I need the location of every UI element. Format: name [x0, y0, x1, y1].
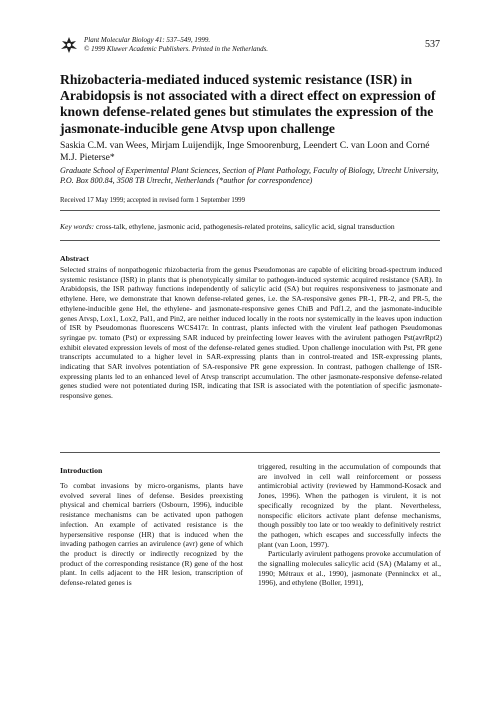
keywords-text: cross-talk, ethylene, jasmonic acid, pathogenesis-related proteins, salicylic acid, signal transduction [95, 222, 395, 231]
journal-citation [84, 36, 268, 53]
intro-paragraph-1: To combat invasions by micro-organisms, plants have evolved several lines of defense. Besides preexisting physical and chemical barriers (Osbourn, 1996), inducible resistance mechanisms can be activated upon pathogen infection. An example of activated resistance is the hypersensitive response (HR) that is induced when the invading pathogen carries an avirulence (avr) gene of which the product is directly or indirectly recognized by the product of the corresponding resistance (R) gene of the host plant. In cells adjacent to the HR lesion, transcription of defense-related genes is [60, 481, 243, 588]
page-number: 537 [425, 39, 440, 50]
abstract-heading: Abstract [60, 254, 90, 263]
journal-header [60, 36, 440, 58]
divider-top [60, 210, 440, 211]
paper-title: Rhizobacteria-mediated induced systemic resistance (ISR) in Arabidopsis is not associated with a direct effect on expression of known defense-related genes but stimulates the expression of the jasmonate-inducible gene Atvsp upon challenge [60, 72, 436, 136]
journal-line-2: © 1999 Kluwer Academic Publishers. Printed in the Netherlands. [84, 44, 269, 53]
author-list: Saskia C.M. van Wees, Mirjam Luijendijk, Inge Smoorenburg, Leendert C. van Loon and Corné M.J. Pieterse* [60, 140, 430, 163]
received-dates: Received 17 May 1999; accepted in revised form 1 September 1999 [60, 197, 245, 204]
affiliation: Graduate School of Experimental Plant Sciences, Section of Plant Pathology, Faculty of Biology, Utrecht University, P.O. Box 800.84, 3508 TB Utrecht, Netherlands (*author for correspondence) [60, 166, 439, 186]
body-column-right [258, 462, 441, 588]
keywords-label: Key words: [60, 222, 95, 231]
intro-paragraph-1-continued: triggered, resulting in the accumulation of compounds that are involved in cell wall reinforcement or possess antimicrobial activity (reviewed by Hammond-Kosack and Jones, 1996). When the pathogen is virulent, it is not specifically recognized by the plant. Nevertheless, nonspecific elicitors activate plant defense mechanisms, though possibly too late or too weakly to definitively restrict the pathogen, which escapes and successfully infects the plant (van Loon, 1997). [258, 462, 441, 549]
body-column-left [60, 481, 243, 588]
divider-bottom [60, 452, 440, 453]
abstract-text: Selected strains of nonpathogenic rhizobacteria from the genus Pseudomonas are capable of eliciting broad-spectrum induced systemic resistance (ISR) in plants that is phenotypically similar to pathogen-induced systemic acquired resistance (SAR). In Arabidopsis, the ISR pathway functions independently of salicylic acid (SA) but requires responsiveness to jasmonate and ethylene. Here, we demonstrate that known defense-related genes, i.e. the SA-responsive genes PR-1, PR-2, and PR-5, the ethylene-inducible gene Hel, the ethylene- and jasmonate-responsive genes ChiB and Pdf1.2, and the jasmonate-inducible genes Atvsp, Lox1, Lox2, Pal1, and Pin2, are neither induced locally in the roots nor systemically in the leaves upon induction of ISR by Pseudomonas fluorescens WCS417r. In contrast, plants infected with the virulent leaf pathogen Pseudomonas syringae pv. tomato (Pst) or expressing SAR induced by preinfecting lower leaves with the avirulent pathogen Pst(avrRpt2) exhibit elevated expression levels of most of the defense-related genes studied. Upon challenge inoculation with Pst, PR gene transcripts accumulated to a higher level in SAR-expressing plants than in control-treated and ISR-expressing plants, indicating that SAR involves potentiation of SA-responsive PR gene expression. In contrast, pathogen challenge of ISR-expressing plants led to an enhanced level of Atvsp transcript accumulation. The other jasmonate-responsive defense-related genes studied were not potentiated during ISR, indicating that ISR is associated with the potentiation of specific jasmonate-responsive genes. [60, 265, 442, 401]
keywords [60, 222, 440, 231]
publisher-logo-icon [60, 36, 78, 54]
divider-middle [60, 240, 440, 241]
intro-paragraph-2: Particularly avirulent pathogens provoke accumulation of the signalling molecules salicylic acid (SA) (Malamy et al., 1990; Métraux et al., 1990), jasmonate (Penninckx et al., 1996), and ethylene (Boller, 1991), [258, 549, 441, 588]
introduction-heading: Introduction [60, 466, 103, 475]
journal-line-1: Plant Molecular Biology 41: 537–549, 1999. [84, 36, 211, 44]
